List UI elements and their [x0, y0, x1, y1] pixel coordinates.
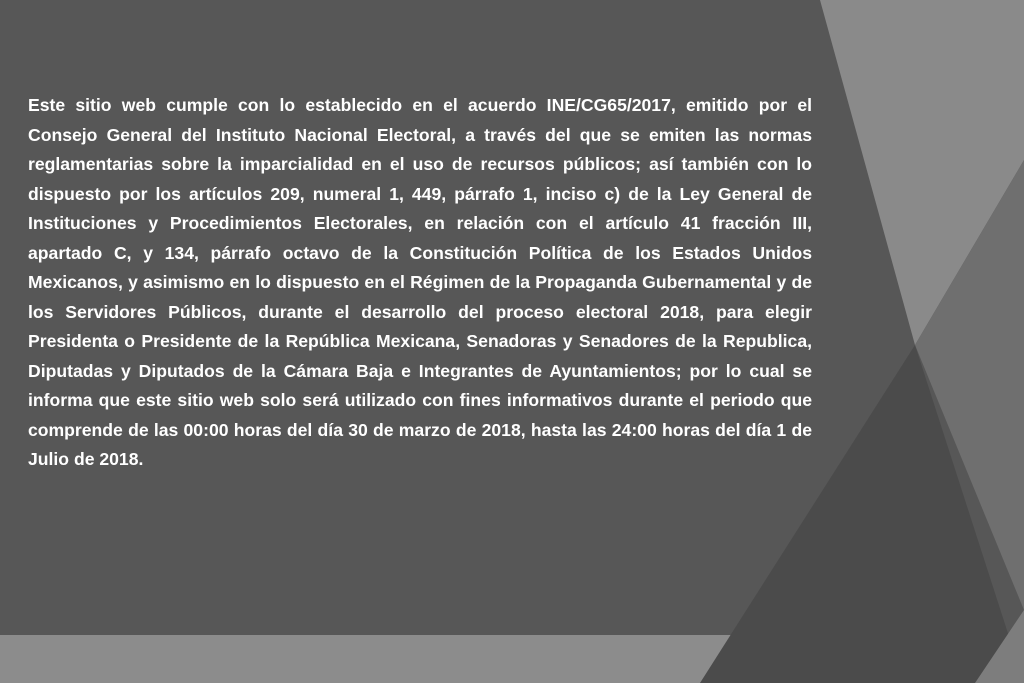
notice-text: Este sitio web cumple con lo establecido en el acuerdo INE/CG65/2017, emitido por el Consejo General del Instituto Nacional Electoral, a través del que se emiten las normas reglamentarias sobre la imparcialidad en el uso de recursos públicos; así también con lo dispuesto por los artículos 209, numeral 1, 449, párrafo 1, inciso c) de la Ley General de Instituciones y Procedimientos Electorales, en relación con el artículo 41 fracción III, apartado C, y 134, párrafo octavo de la Constitución Política de los Estados Unidos Mexicanos, y asimismo en lo dispuesto en el Régimen de la Propaganda Gubernamental y de los Servidores Públicos, durante el desarrollo del proceso electoral 2018, para elegir Presidenta o Presidente de la República Mexicana, Senadoras y Senadores de la Republica, Diputadas y Diputados de la Cámara Baja e Integrantes de Ayuntamientos; por lo cual se informa que este sitio web solo será utilizado con fines informativos durante el periodo que comprende de las 00:00 horas del día 30 de marzo de 2018, hasta las 24:00 horas del día 1 de Julio de 2018. [28, 95, 812, 469]
